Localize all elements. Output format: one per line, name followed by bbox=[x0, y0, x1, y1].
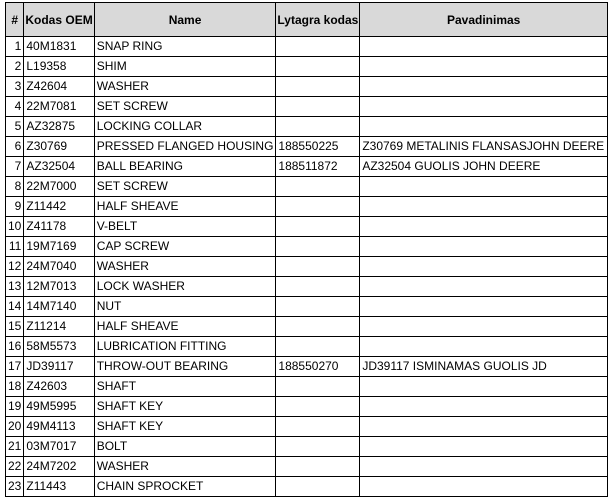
cell-pavadinimas[interactable] bbox=[360, 337, 608, 357]
table-row bbox=[6, 257, 608, 277]
cell-name[interactable]: WASHER bbox=[94, 77, 276, 97]
cell-lytagra-kodas[interactable] bbox=[276, 297, 360, 317]
cell-kodas-oem[interactable]: 03M7017 bbox=[24, 437, 94, 457]
cell-name[interactable]: HALF SHEAVE bbox=[94, 197, 276, 217]
cell-name[interactable]: CHAIN SPROCKET bbox=[94, 477, 276, 497]
cell-lytagra-kodas[interactable] bbox=[276, 397, 360, 417]
cell-pavadinimas[interactable] bbox=[360, 477, 608, 497]
cell-kodas-oem[interactable]: Z11443 bbox=[24, 477, 94, 497]
cell-kodas-oem[interactable]: 14M7140 bbox=[24, 297, 94, 317]
table-row bbox=[6, 417, 608, 437]
cell-num[interactable]: 16 bbox=[6, 337, 24, 357]
cell-pavadinimas[interactable] bbox=[360, 77, 608, 97]
cell-name[interactable]: V-BELT bbox=[94, 217, 276, 237]
cell-name[interactable]: NUT bbox=[94, 297, 276, 317]
header-lytagra-kodas: Lytagra kodas bbox=[276, 3, 360, 37]
cell-kodas-oem[interactable]: 49M4113 bbox=[24, 417, 94, 437]
cell-num[interactable]: 4 bbox=[6, 97, 24, 117]
cell-name[interactable]: LUBRICATION FITTING bbox=[94, 337, 276, 357]
cell-pavadinimas[interactable] bbox=[360, 117, 608, 137]
cell-num[interactable]: 5 bbox=[6, 117, 24, 137]
cell-lytagra-kodas[interactable] bbox=[276, 477, 360, 497]
cell-name[interactable]: SHIM bbox=[94, 57, 276, 77]
table-row bbox=[6, 437, 608, 457]
cell-kodas-oem[interactable]: 19M7169 bbox=[24, 237, 94, 257]
table-row bbox=[6, 37, 608, 57]
table-row bbox=[6, 457, 608, 477]
cell-pavadinimas[interactable]: AZ32504 GUOLIS JOHN DEERE bbox=[360, 157, 608, 177]
cell-pavadinimas[interactable] bbox=[360, 257, 608, 277]
cell-kodas-oem[interactable]: 40M1831 bbox=[24, 37, 94, 57]
cell-lytagra-kodas[interactable]: 188550225 bbox=[276, 137, 360, 157]
header-row bbox=[6, 3, 608, 37]
cell-name[interactable]: THROW-OUT BEARING bbox=[94, 357, 276, 377]
cell-num[interactable]: 15 bbox=[6, 317, 24, 337]
cell-num[interactable]: 9 bbox=[6, 197, 24, 217]
cell-pavadinimas[interactable] bbox=[360, 197, 608, 217]
cell-num[interactable]: 13 bbox=[6, 277, 24, 297]
cell-pavadinimas[interactable] bbox=[360, 297, 608, 317]
cell-lytagra-kodas[interactable] bbox=[276, 217, 360, 237]
cell-lytagra-kodas[interactable] bbox=[276, 237, 360, 257]
cell-num[interactable]: 3 bbox=[6, 77, 24, 97]
table-row bbox=[6, 157, 608, 177]
cell-pavadinimas[interactable] bbox=[360, 217, 608, 237]
cell-lytagra-kodas[interactable] bbox=[276, 77, 360, 97]
cell-pavadinimas[interactable] bbox=[360, 417, 608, 437]
cell-kodas-oem[interactable]: 12M7013 bbox=[24, 277, 94, 297]
header-kodas-oem: Kodas OEM bbox=[24, 3, 94, 37]
cell-lytagra-kodas[interactable] bbox=[276, 57, 360, 77]
cell-pavadinimas[interactable] bbox=[360, 237, 608, 257]
table-row bbox=[6, 357, 608, 377]
cell-name[interactable]: SHAFT KEY bbox=[94, 417, 276, 437]
cell-lytagra-kodas[interactable]: 188511872 bbox=[276, 157, 360, 177]
cell-lytagra-kodas[interactable] bbox=[276, 257, 360, 277]
cell-lytagra-kodas[interactable]: 188550270 bbox=[276, 357, 360, 377]
cell-num[interactable]: 2 bbox=[6, 57, 24, 77]
table-row bbox=[6, 137, 608, 157]
table-row bbox=[6, 97, 608, 117]
cell-name[interactable]: SNAP RING bbox=[94, 37, 276, 57]
cell-num[interactable]: 21 bbox=[6, 437, 24, 457]
table-body bbox=[6, 37, 608, 497]
cell-name[interactable]: HALF SHEAVE bbox=[94, 317, 276, 337]
cell-name[interactable]: SHAFT KEY bbox=[94, 397, 276, 417]
cell-lytagra-kodas[interactable] bbox=[276, 97, 360, 117]
cell-name[interactable]: SET SCREW bbox=[94, 97, 276, 117]
cell-pavadinimas[interactable] bbox=[360, 437, 608, 457]
cell-num[interactable]: 17 bbox=[6, 357, 24, 377]
cell-pavadinimas[interactable] bbox=[360, 97, 608, 117]
cell-kodas-oem[interactable]: Z11214 bbox=[24, 317, 94, 337]
cell-name[interactable]: WASHER bbox=[94, 257, 276, 277]
cell-name[interactable]: CAP SCREW bbox=[94, 237, 276, 257]
cell-lytagra-kodas[interactable] bbox=[276, 417, 360, 437]
cell-num[interactable]: 19 bbox=[6, 397, 24, 417]
table-row bbox=[6, 297, 608, 317]
cell-lytagra-kodas[interactable] bbox=[276, 457, 360, 477]
cell-num[interactable]: 18 bbox=[6, 377, 24, 397]
cell-lytagra-kodas[interactable] bbox=[276, 117, 360, 137]
cell-kodas-oem[interactable]: Z42604 bbox=[24, 77, 94, 97]
table-row bbox=[6, 377, 608, 397]
cell-kodas-oem[interactable]: L19358 bbox=[24, 57, 94, 77]
cell-kodas-oem[interactable]: 22M7081 bbox=[24, 97, 94, 117]
cell-kodas-oem[interactable]: Z11442 bbox=[24, 197, 94, 217]
cell-lytagra-kodas[interactable] bbox=[276, 197, 360, 217]
cell-pavadinimas[interactable] bbox=[360, 37, 608, 57]
cell-num[interactable]: 8 bbox=[6, 177, 24, 197]
cell-pavadinimas[interactable] bbox=[360, 177, 608, 197]
cell-kodas-oem[interactable]: 24M7202 bbox=[24, 457, 94, 477]
cell-pavadinimas[interactable] bbox=[360, 277, 608, 297]
cell-pavadinimas[interactable]: JD39117 ISMINAMAS GUOLIS JD bbox=[360, 357, 608, 377]
cell-kodas-oem[interactable]: Z30769 bbox=[24, 137, 94, 157]
cell-num[interactable]: 10 bbox=[6, 217, 24, 237]
cell-kodas-oem[interactable]: 24M7040 bbox=[24, 257, 94, 277]
cell-kodas-oem[interactable]: 58M5573 bbox=[24, 337, 94, 357]
table-row bbox=[6, 77, 608, 97]
table-row bbox=[6, 337, 608, 357]
cell-num[interactable]: 6 bbox=[6, 137, 24, 157]
table-row bbox=[6, 117, 608, 137]
header-name: Name bbox=[94, 3, 276, 37]
cell-pavadinimas[interactable] bbox=[360, 457, 608, 477]
cell-kodas-oem[interactable]: AZ32504 bbox=[24, 157, 94, 177]
cell-kodas-oem[interactable]: Z41178 bbox=[24, 217, 94, 237]
table-row bbox=[6, 177, 608, 197]
cell-num[interactable]: 20 bbox=[6, 417, 24, 437]
table-row bbox=[6, 317, 608, 337]
cell-name[interactable]: SHAFT bbox=[94, 377, 276, 397]
cell-lytagra-kodas[interactable] bbox=[276, 337, 360, 357]
table-row bbox=[6, 477, 608, 497]
cell-num[interactable]: 1 bbox=[6, 37, 24, 57]
table-row bbox=[6, 397, 608, 417]
cell-num[interactable]: 23 bbox=[6, 477, 24, 497]
cell-lytagra-kodas[interactable] bbox=[276, 177, 360, 197]
cell-num[interactable]: 7 bbox=[6, 157, 24, 177]
cell-pavadinimas[interactable] bbox=[360, 57, 608, 77]
table-row bbox=[6, 217, 608, 237]
table-row bbox=[6, 277, 608, 297]
table-row bbox=[6, 197, 608, 217]
cell-pavadinimas[interactable] bbox=[360, 397, 608, 417]
cell-kodas-oem[interactable]: JD39117 bbox=[24, 357, 94, 377]
cell-name[interactable]: PRESSED FLANGED HOUSING bbox=[94, 137, 276, 157]
cell-name[interactable]: LOCK WASHER bbox=[94, 277, 276, 297]
cell-name[interactable]: BOLT bbox=[94, 437, 276, 457]
cell-kodas-oem[interactable]: 49M5995 bbox=[24, 397, 94, 417]
cell-name[interactable]: BALL BEARING bbox=[94, 157, 276, 177]
parts-table bbox=[5, 2, 608, 497]
cell-kodas-oem[interactable]: Z42603 bbox=[24, 377, 94, 397]
cell-lytagra-kodas[interactable] bbox=[276, 37, 360, 57]
cell-num[interactable]: 14 bbox=[6, 297, 24, 317]
table-row bbox=[6, 57, 608, 77]
cell-num[interactable]: 11 bbox=[6, 237, 24, 257]
header-pavadinimas: Pavadinimas bbox=[360, 3, 608, 37]
cell-kodas-oem[interactable]: 22M7000 bbox=[24, 177, 94, 197]
cell-num[interactable]: 22 bbox=[6, 457, 24, 477]
cell-pavadinimas[interactable]: Z30769 METALINIS FLANSASJOHN DEERE bbox=[360, 137, 608, 157]
cell-num[interactable]: 12 bbox=[6, 257, 24, 277]
cell-lytagra-kodas[interactable] bbox=[276, 377, 360, 397]
cell-lytagra-kodas[interactable] bbox=[276, 317, 360, 337]
cell-pavadinimas[interactable] bbox=[360, 377, 608, 397]
cell-lytagra-kodas[interactable] bbox=[276, 277, 360, 297]
cell-name[interactable]: SET SCREW bbox=[94, 177, 276, 197]
cell-name[interactable]: LOCKING COLLAR bbox=[94, 117, 276, 137]
cell-kodas-oem[interactable]: AZ32875 bbox=[24, 117, 94, 137]
cell-name[interactable]: WASHER bbox=[94, 457, 276, 477]
cell-lytagra-kodas[interactable] bbox=[276, 437, 360, 457]
table-row bbox=[6, 237, 608, 257]
cell-pavadinimas[interactable] bbox=[360, 317, 608, 337]
header-num: # bbox=[6, 3, 24, 37]
